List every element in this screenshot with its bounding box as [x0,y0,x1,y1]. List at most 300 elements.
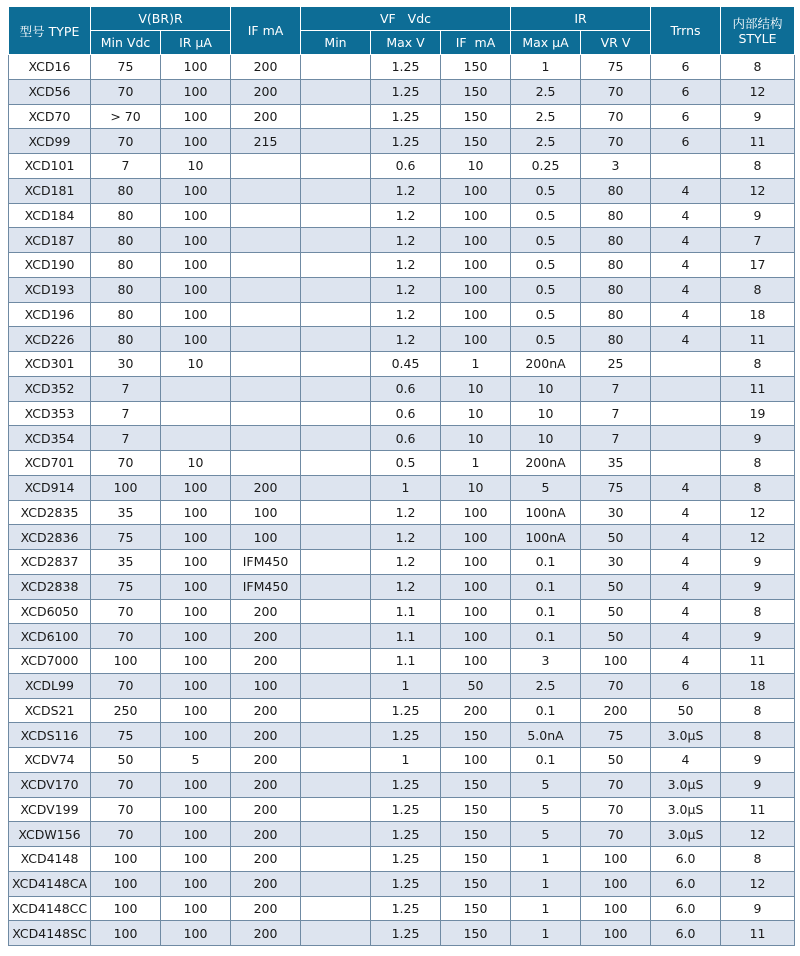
cell-type: XCD187 [9,228,91,253]
cell-vf-min [301,253,371,278]
cell-vbr-min: 250 [91,698,161,723]
cell-style: 8 [721,599,795,624]
cell-vf-min [301,401,371,426]
cell-vf-if: 150 [441,896,511,921]
cell-if-ma [231,203,301,228]
cell-vbr-min: 70 [91,129,161,154]
cell-type: XCD70 [9,104,91,129]
table-row [9,426,795,451]
table-row [9,871,795,896]
cell-style: 17 [721,253,795,278]
cell-vf-if: 150 [441,772,511,797]
table-row [9,797,795,822]
table-row [9,154,795,179]
cell-vbr-min: 35 [91,500,161,525]
cell-vbr-min: 100 [91,847,161,872]
cell-vf-if: 100 [441,500,511,525]
cell-style: 9 [721,772,795,797]
cell-vbr-min: 80 [91,327,161,352]
cell-vf-if: 100 [441,302,511,327]
cell-ir-vr: 30 [581,500,651,525]
cell-type: XCDW156 [9,822,91,847]
cell-if-ma: 200 [231,649,301,674]
cell-vbr-ir: 100 [161,574,231,599]
cell-vf-max: 1.25 [371,847,441,872]
cell-ir-max: 5 [511,772,581,797]
cell-type: XCD4148CC [9,896,91,921]
cell-vbr-min: 70 [91,797,161,822]
cell-vbr-ir: 100 [161,500,231,525]
cell-style: 12 [721,79,795,104]
cell-vbr-min: 100 [91,475,161,500]
table-row [9,79,795,104]
cell-style: 11 [721,327,795,352]
cell-if-ma [231,178,301,203]
table-row [9,599,795,624]
cell-ir-vr: 7 [581,401,651,426]
cell-ir-max: 0.1 [511,748,581,773]
cell-vbr-min: 7 [91,426,161,451]
cell-trrns: 50 [651,698,721,723]
cell-style: 11 [721,129,795,154]
cell-type: XCD4148 [9,847,91,872]
cell-trrns: 3.0μS [651,772,721,797]
cell-ir-max: 2.5 [511,79,581,104]
cell-type: XCD6100 [9,624,91,649]
cell-vbr-min: 75 [91,525,161,550]
cell-ir-vr: 7 [581,376,651,401]
cell-vf-min [301,871,371,896]
cell-if-ma: 200 [231,871,301,896]
cell-ir-vr: 100 [581,896,651,921]
cell-trrns: 6 [651,673,721,698]
cell-style: 9 [721,104,795,129]
cell-vf-min [301,327,371,352]
cell-vf-min [301,599,371,624]
cell-ir-vr: 80 [581,228,651,253]
cell-ir-vr: 70 [581,673,651,698]
cell-trrns: 4 [651,550,721,575]
cell-type: XCD914 [9,475,91,500]
cell-vf-max: 0.6 [371,154,441,179]
cell-ir-max: 0.5 [511,302,581,327]
cell-vf-min [301,550,371,575]
cell-vbr-min: 35 [91,550,161,575]
cell-ir-max: 0.1 [511,698,581,723]
table-row [9,624,795,649]
table-row [9,104,795,129]
cell-trrns [651,426,721,451]
table-row [9,55,795,80]
cell-vbr-min: 70 [91,599,161,624]
cell-ir-max: 5 [511,822,581,847]
cell-vbr-ir: 100 [161,55,231,80]
cell-vf-if: 100 [441,277,511,302]
table-row [9,277,795,302]
cell-type: XCDV199 [9,797,91,822]
cell-style: 9 [721,624,795,649]
cell-vf-max: 1.25 [371,921,441,946]
cell-ir-max: 1 [511,921,581,946]
cell-vf-max: 0.6 [371,401,441,426]
table-row [9,772,795,797]
cell-vf-max: 1.25 [371,772,441,797]
cell-type: XCD354 [9,426,91,451]
cell-vf-min [301,822,371,847]
table-row [9,500,795,525]
cell-if-ma: IFM450 [231,574,301,599]
cell-vbr-min: 75 [91,55,161,80]
table-row [9,401,795,426]
cell-vf-if: 1 [441,352,511,377]
cell-vf-if: 100 [441,525,511,550]
cell-ir-max: 10 [511,376,581,401]
cell-vbr-min: > 70 [91,104,161,129]
cell-trrns: 6 [651,129,721,154]
cell-type: XCD352 [9,376,91,401]
cell-vf-if: 100 [441,203,511,228]
cell-vf-if: 100 [441,624,511,649]
cell-style: 11 [721,649,795,674]
cell-ir-vr: 70 [581,79,651,104]
cell-vf-if: 100 [441,550,511,575]
cell-style: 8 [721,723,795,748]
cell-vf-if: 1 [441,451,511,476]
cell-vf-max: 1.2 [371,302,441,327]
table-row [9,302,795,327]
cell-vf-min [301,525,371,550]
cell-trrns: 4 [651,253,721,278]
cell-ir-max: 1 [511,896,581,921]
cell-vf-min [301,574,371,599]
cell-ir-vr: 80 [581,327,651,352]
cell-vf-max: 1.2 [371,277,441,302]
cell-ir-max: 3 [511,649,581,674]
cell-type: XCD4148CA [9,871,91,896]
cell-vbr-min: 70 [91,772,161,797]
cell-if-ma: 200 [231,847,301,872]
cell-ir-max: 1 [511,55,581,80]
table-row [9,352,795,377]
table-row [9,376,795,401]
cell-type: XCD4148SC [9,921,91,946]
cell-ir-vr: 80 [581,277,651,302]
cell-vf-min [301,426,371,451]
cell-trrns: 6.0 [651,921,721,946]
cell-ir-max: 2.5 [511,104,581,129]
cell-vbr-min: 100 [91,896,161,921]
cell-if-ma: 100 [231,525,301,550]
cell-vf-if: 100 [441,599,511,624]
cell-vf-min [301,55,371,80]
cell-vf-max: 1.25 [371,723,441,748]
cell-if-ma [231,451,301,476]
cell-vbr-ir: 5 [161,748,231,773]
cell-vf-if: 10 [441,426,511,451]
cell-trrns: 4 [651,500,721,525]
cell-vbr-min: 80 [91,178,161,203]
cell-trrns [651,154,721,179]
cell-vf-max: 1.2 [371,500,441,525]
cell-style: 12 [721,525,795,550]
cell-type: XCDV74 [9,748,91,773]
cell-vf-max: 1.25 [371,698,441,723]
cell-ir-vr: 50 [581,574,651,599]
cell-vbr-ir: 100 [161,203,231,228]
cell-vbr-ir: 100 [161,871,231,896]
cell-vf-max: 0.45 [371,352,441,377]
cell-vf-max: 1.1 [371,624,441,649]
cell-ir-max: 100nA [511,500,581,525]
cell-if-ma: 200 [231,797,301,822]
table-row [9,327,795,352]
cell-vbr-min: 75 [91,723,161,748]
cell-vf-max: 1.2 [371,550,441,575]
cell-vbr-ir: 100 [161,277,231,302]
cell-type: XCDV170 [9,772,91,797]
cell-vf-if: 10 [441,475,511,500]
cell-vbr-min: 30 [91,352,161,377]
cell-trrns: 4 [651,475,721,500]
cell-vf-if: 150 [441,79,511,104]
table-row [9,896,795,921]
cell-trrns: 4 [651,748,721,773]
cell-if-ma [231,352,301,377]
cell-vf-max: 1.2 [371,327,441,352]
cell-vf-if: 150 [441,921,511,946]
header-vbr: V(BR)R [91,7,231,31]
header-vf: VF Vdc [301,7,511,31]
cell-ir-vr: 100 [581,871,651,896]
cell-vf-max: 1.2 [371,253,441,278]
cell-ir-max: 0.1 [511,550,581,575]
cell-vf-if: 100 [441,178,511,203]
cell-type: XCD2837 [9,550,91,575]
cell-style: 12 [721,178,795,203]
cell-style: 7 [721,228,795,253]
cell-type: XCD193 [9,277,91,302]
cell-ir-max: 0.5 [511,178,581,203]
cell-vbr-min: 70 [91,79,161,104]
cell-if-ma [231,327,301,352]
cell-trrns: 4 [651,649,721,674]
cell-style: 11 [721,376,795,401]
cell-style: 8 [721,277,795,302]
cell-ir-vr: 100 [581,921,651,946]
cell-trrns: 4 [651,228,721,253]
cell-vbr-min: 70 [91,451,161,476]
table-row [9,574,795,599]
cell-ir-max: 5 [511,797,581,822]
cell-vf-if: 100 [441,649,511,674]
header-ir-max: Max μA [511,31,581,55]
cell-if-ma: 215 [231,129,301,154]
table-row [9,451,795,476]
cell-vbr-min: 100 [91,921,161,946]
cell-vf-min [301,302,371,327]
cell-vf-max: 1.2 [371,203,441,228]
table-row [9,525,795,550]
cell-ir-vr: 100 [581,847,651,872]
cell-vbr-ir [161,376,231,401]
cell-vf-if: 150 [441,55,511,80]
cell-ir-max: 0.5 [511,277,581,302]
cell-ir-vr: 200 [581,698,651,723]
cell-ir-max: 2.5 [511,129,581,154]
header-style-line2: STYLE [738,30,777,46]
cell-style: 9 [721,574,795,599]
cell-trrns: 4 [651,624,721,649]
cell-style: 8 [721,55,795,80]
cell-vf-min [301,624,371,649]
cell-vbr-min: 80 [91,253,161,278]
cell-style: 9 [721,748,795,773]
cell-type: XCD353 [9,401,91,426]
cell-trrns: 4 [651,599,721,624]
cell-vbr-ir [161,401,231,426]
cell-ir-max: 0.1 [511,599,581,624]
cell-trrns: 3.0μS [651,723,721,748]
cell-ir-vr: 100 [581,649,651,674]
cell-vf-if: 100 [441,574,511,599]
cell-type: XCD7000 [9,649,91,674]
cell-vf-max: 1.25 [371,79,441,104]
cell-ir-vr: 75 [581,723,651,748]
cell-type: XCD301 [9,352,91,377]
header-vf-min: Min [301,31,371,55]
cell-vbr-ir: 10 [161,154,231,179]
header-style [721,7,795,55]
header-ir: IR [511,7,651,31]
cell-vf-max: 1.2 [371,178,441,203]
cell-vbr-ir: 100 [161,550,231,575]
cell-vbr-ir: 100 [161,79,231,104]
cell-vf-max: 1.25 [371,797,441,822]
cell-vf-min [301,896,371,921]
cell-ir-max: 2.5 [511,673,581,698]
cell-type: XCD6050 [9,599,91,624]
cell-type: XCD184 [9,203,91,228]
cell-ir-vr: 80 [581,302,651,327]
cell-ir-vr: 75 [581,55,651,80]
cell-vf-max: 1.25 [371,55,441,80]
cell-ir-vr: 70 [581,772,651,797]
cell-vbr-ir: 100 [161,624,231,649]
cell-vf-max: 0.6 [371,426,441,451]
cell-trrns [651,352,721,377]
cell-vf-min [301,129,371,154]
cell-vf-min [301,154,371,179]
cell-vf-max: 0.5 [371,451,441,476]
cell-vf-min [301,723,371,748]
header-vbr-min: Min Vdc [91,31,161,55]
cell-if-ma [231,228,301,253]
cell-ir-vr: 30 [581,550,651,575]
table-row [9,178,795,203]
cell-ir-vr: 70 [581,129,651,154]
table-body [9,55,795,946]
cell-ir-max: 200nA [511,352,581,377]
cell-style: 11 [721,921,795,946]
cell-vf-if: 100 [441,228,511,253]
cell-vf-min [301,649,371,674]
cell-vbr-ir: 100 [161,896,231,921]
cell-ir-max: 10 [511,401,581,426]
cell-trrns: 4 [651,525,721,550]
cell-if-ma: 100 [231,673,301,698]
cell-vbr-ir: 100 [161,525,231,550]
cell-if-ma: 200 [231,896,301,921]
cell-vf-max: 1 [371,673,441,698]
cell-trrns: 3.0μS [651,797,721,822]
cell-if-ma: 200 [231,698,301,723]
cell-vbr-ir: 10 [161,451,231,476]
cell-vbr-ir: 100 [161,921,231,946]
cell-vf-if: 100 [441,253,511,278]
cell-style: 8 [721,154,795,179]
cell-vbr-min: 100 [91,871,161,896]
cell-style: 18 [721,673,795,698]
cell-vbr-min: 80 [91,302,161,327]
cell-if-ma: 200 [231,475,301,500]
cell-ir-max: 0.5 [511,203,581,228]
cell-style: 19 [721,401,795,426]
cell-type: XCD99 [9,129,91,154]
cell-vf-max: 1.1 [371,599,441,624]
cell-vf-min [301,673,371,698]
cell-vbr-ir: 100 [161,178,231,203]
cell-ir-max: 0.25 [511,154,581,179]
cell-vbr-min: 7 [91,154,161,179]
cell-vf-if: 100 [441,327,511,352]
cell-vbr-ir: 100 [161,822,231,847]
cell-style: 9 [721,896,795,921]
cell-trrns: 4 [651,574,721,599]
cell-style: 12 [721,822,795,847]
cell-vf-min [301,748,371,773]
cell-if-ma: IFM450 [231,550,301,575]
cell-vf-if: 100 [441,748,511,773]
cell-ir-max: 1 [511,871,581,896]
cell-vf-max: 1 [371,475,441,500]
table-row [9,203,795,228]
cell-vf-max: 1.2 [371,574,441,599]
cell-ir-vr: 70 [581,797,651,822]
cell-trrns: 4 [651,203,721,228]
cell-vbr-min: 70 [91,624,161,649]
cell-type: XCD196 [9,302,91,327]
cell-ir-max: 0.5 [511,253,581,278]
cell-if-ma [231,253,301,278]
cell-ir-vr: 80 [581,203,651,228]
cell-type: XCD2835 [9,500,91,525]
cell-vbr-ir: 100 [161,599,231,624]
cell-ir-vr: 80 [581,178,651,203]
cell-type: XCDL99 [9,673,91,698]
cell-vf-max: 1.25 [371,871,441,896]
cell-vf-min [301,500,371,525]
cell-vbr-min: 7 [91,376,161,401]
cell-if-ma: 200 [231,79,301,104]
header-style-line1: 内部结构 [732,15,783,31]
cell-style: 8 [721,698,795,723]
cell-vbr-min: 80 [91,203,161,228]
cell-vbr-ir: 10 [161,352,231,377]
cell-ir-max: 10 [511,426,581,451]
cell-style: 8 [721,352,795,377]
cell-if-ma: 200 [231,921,301,946]
cell-if-ma: 200 [231,748,301,773]
